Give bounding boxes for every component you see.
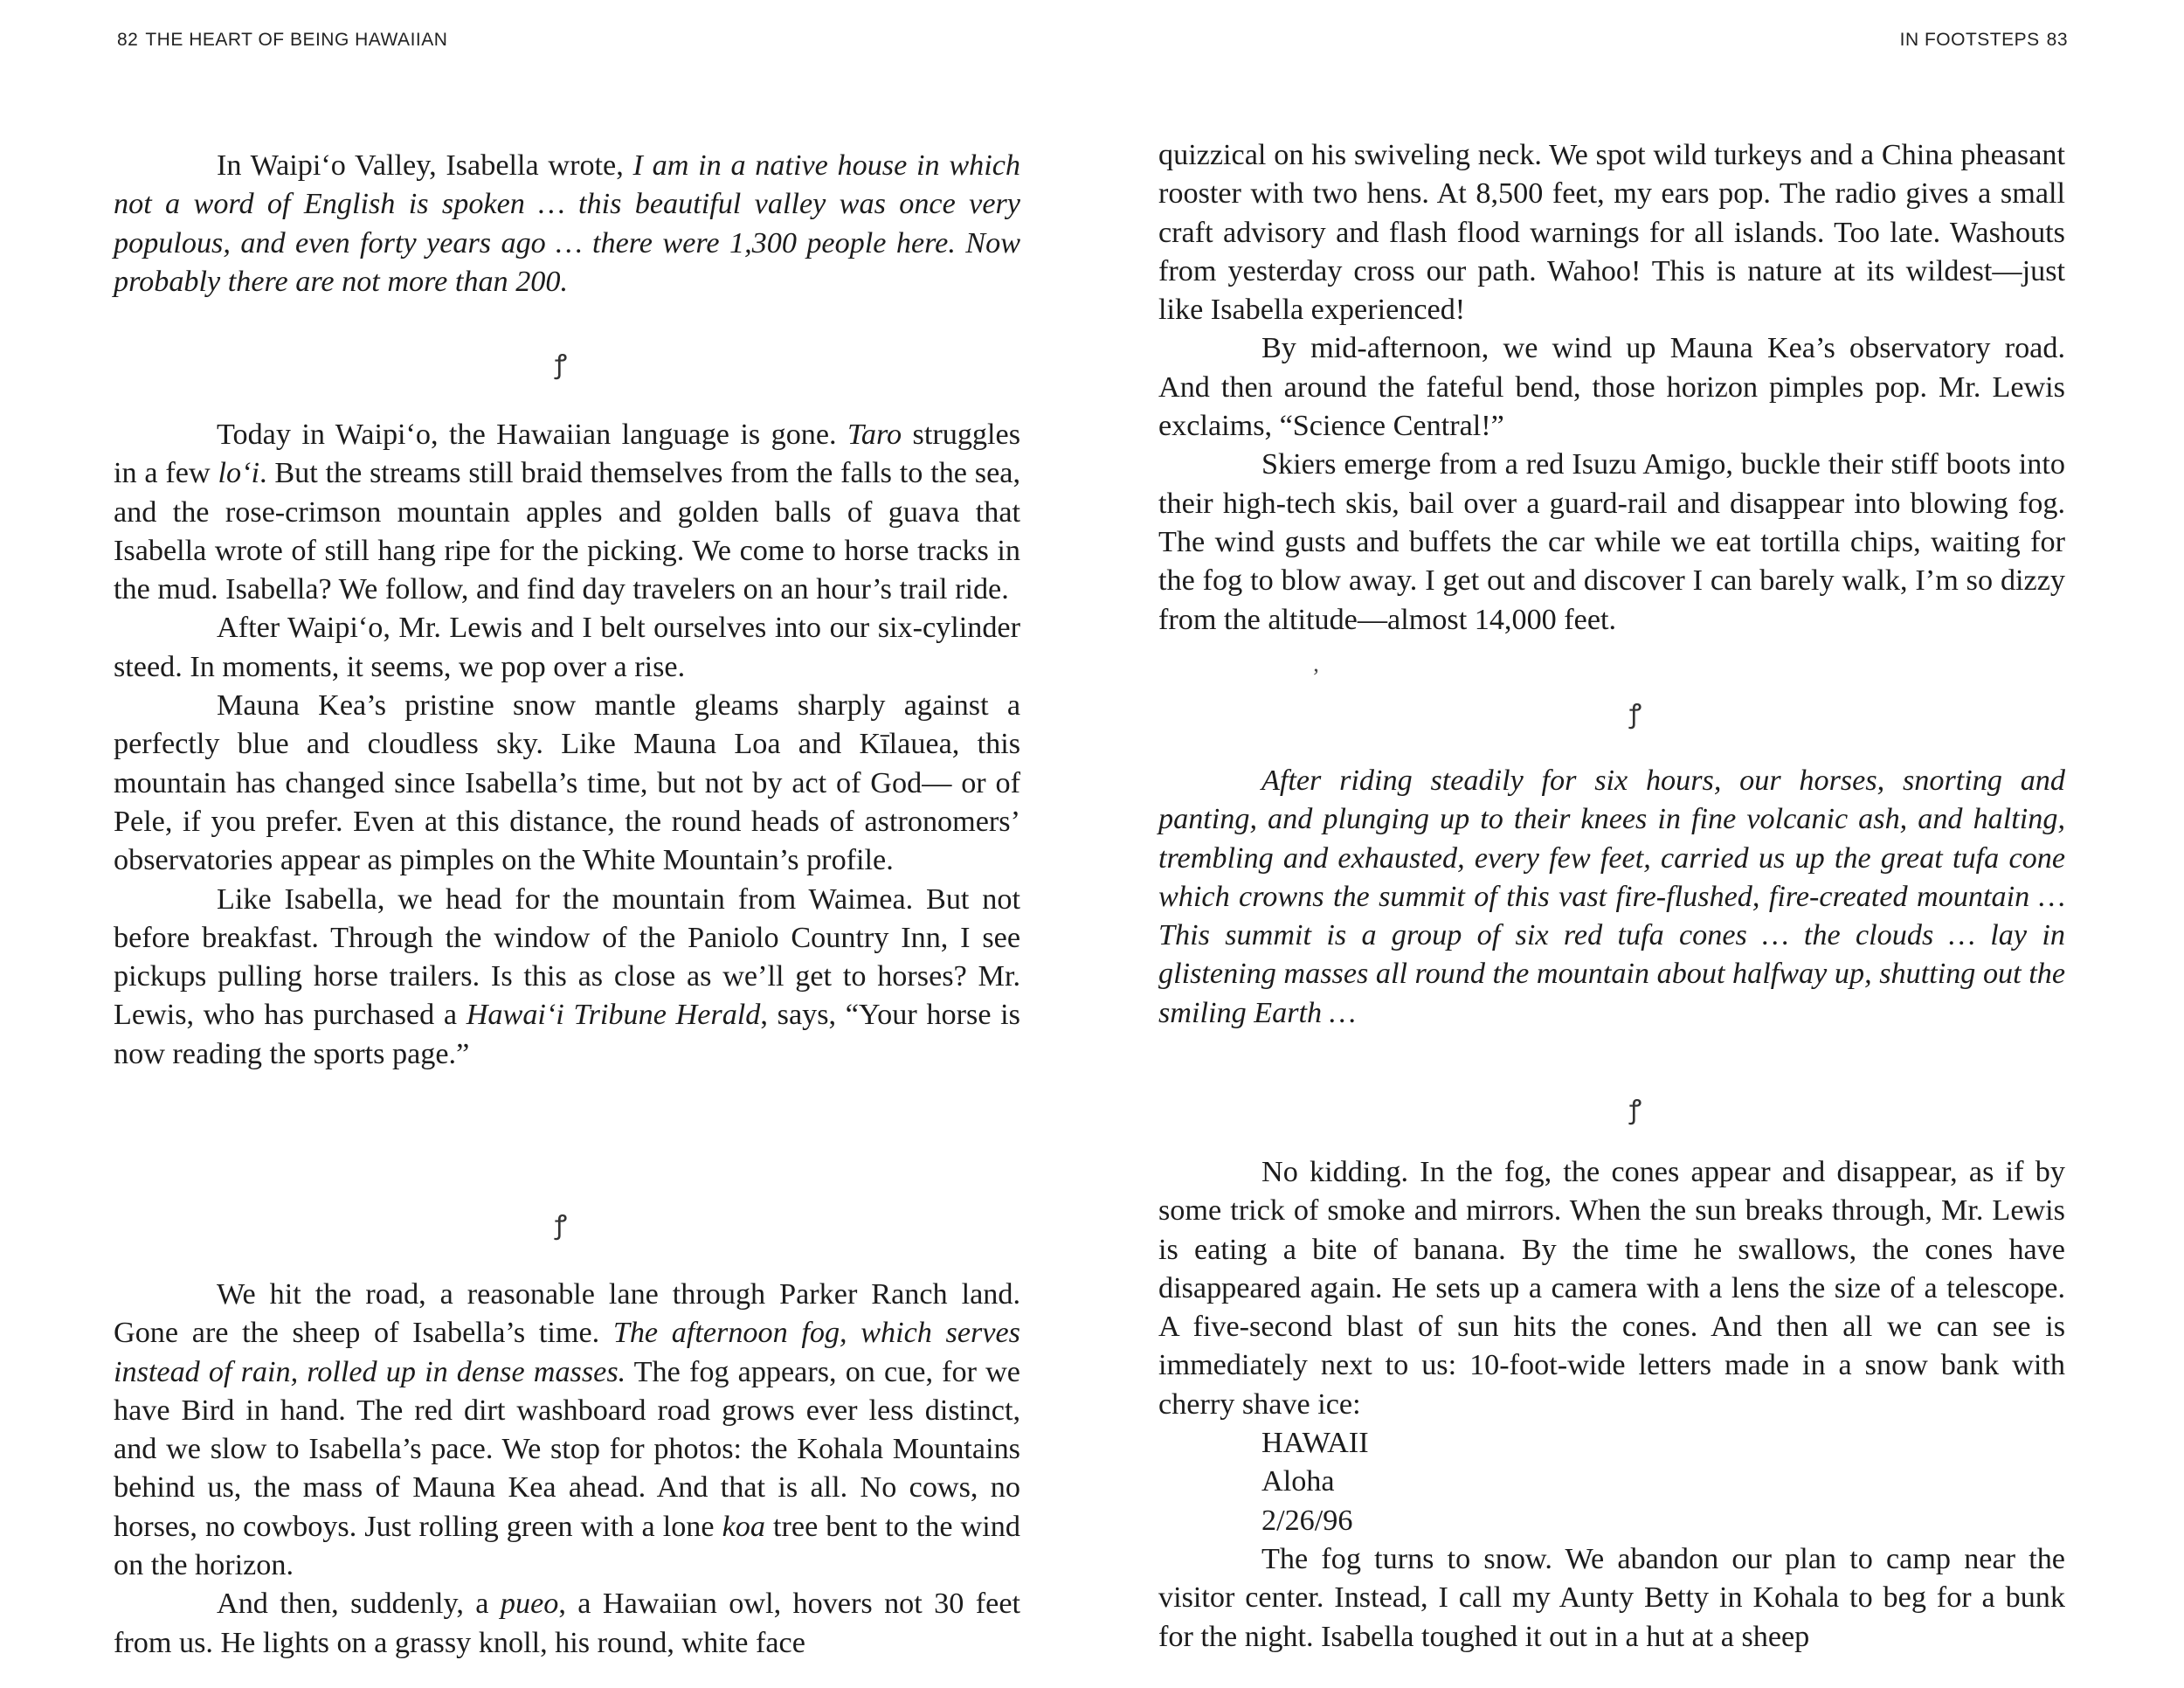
section-ornament: ꝭ [1628, 1096, 1642, 1124]
italic-word: Taro [847, 419, 902, 451]
running-head-title-right: IN FOOTSTEPS [1899, 30, 2040, 50]
paragraph-mauna-kea: Mauna Kea’s pristine snow mantle gleams sharply against a perfectly blue and cloudless sky. Like Mauna Loa and Kīlauea, this mountain has changed since Isabella’s time, but not by act of God— or of Pele, if you prefer. Even at this distance, the round heads of astronomers’ observatories appear as pimples on the White Mountain’s profile. [114, 689, 1020, 877]
print-speck: ʼ [1312, 664, 1320, 689]
text-run: The fog appears, on cue, for we have Bird in hand. The red dirt washboard road grows ever less distinct, and we slow to Isabella’s pace. We stop for photos: the Kohala Mountains behind us, the mass of Mauna Kea ahead. And that is all. No cows, no horses, no cowboys. Just rolling green with a lone [114, 1355, 1020, 1543]
text-run: struggles in a few [114, 419, 1021, 490]
paragraph-and-then [114, 1585, 1020, 1663]
text-run: Today in Waipi‘o, the Hawaiian language is gone. [217, 419, 848, 451]
paragraph-waipio-quote [114, 147, 1020, 301]
section-ornament: ꝭ [554, 1211, 568, 1240]
right-bottom-block [1158, 1153, 2065, 1657]
page-number-left: 82 [117, 30, 139, 50]
snow-line-hawaii: HAWAII [1261, 1427, 1369, 1460]
text-run: . But the streams still braid themselves from the falls to the sea, and the rose-crimson mountain apples and golden balls of guava that Isabella wrote of still hang ripe for the picking. We come to horse tracks in the mud. Isabella? We follow, and find day travelers on an hour’s trail ride. [114, 457, 1020, 606]
snow-letters [1158, 1424, 2065, 1540]
opening-quote-block [114, 147, 1020, 301]
text-run: And then, suddenly, a [217, 1588, 501, 1621]
text-run: tree bent to the wind on the horizon. [114, 1510, 1020, 1582]
page-number-right: 83 [2046, 30, 2068, 50]
running-head-left [117, 30, 447, 51]
text-run: , a Hawaiian owl, hovers not 30 feet from us. He lights on a grassy knoll, his round, white face [114, 1588, 1020, 1659]
italic-word: Hawai‘i Tribune Herald [466, 999, 761, 1032]
paragraph-today [114, 416, 1020, 609]
right-top-block [1158, 136, 2065, 640]
left-main-block [114, 416, 1020, 1074]
left-road-block [114, 1276, 1020, 1663]
quote-italic: I am in a native house in which not a word of English is spoken … this beautiful valley was once very populous, and even forty years ago … there were 1,300 people here. Now probably there are not more than 200. [114, 149, 1020, 298]
paragraph-no-kidding: No kidding. In the fog, the cones appear and disappear, as if by some trick of smoke and mirrors. When the sun breaks through, Mr. Lewis is eating a bite of banana. By the time he swallows, the cones have disappeared again. He sets up a camera with a lens the size of a telescope. A five-second blast of sun hits the cones. And then all we can see is immediately next to us: 10-foot-wide letters made in a snow bank with cherry shave ice: [1158, 1156, 2065, 1421]
quote-intro: In Waipi‘o Valley, Isabella wrote, [217, 149, 633, 182]
right-quote-block [1158, 762, 2065, 1033]
paragraph-hit-road [114, 1276, 1020, 1585]
snow-line-date: 2/26/96 [1261, 1504, 1353, 1537]
snow-line-aloha: Aloha [1261, 1465, 1335, 1498]
text-run: , says, “Your horse is now reading the sports page.” [114, 999, 1020, 1070]
paragraph-after-waipio: After Waipi‘o, Mr. Lewis and I belt ourselves into our six-cylinder steed. In moments, it seems, we pop over a rise. [114, 612, 1020, 683]
section-ornament: ꝭ [554, 350, 568, 379]
paragraph-fog-snow: The fog turns to snow. We abandon our plan to camp near the visitor center. Instead, I call my Aunty Betty in Kohala to beg for a bunk for the night. Isabella toughed it out in a hut at a sheep [1158, 1542, 2065, 1653]
text-run: We hit the road, a reasonable lane through Parker Ranch land. Gone are the sheep of Isabella’s time. [114, 1278, 1020, 1350]
paragraph-like-isabella [114, 881, 1020, 1074]
section-ornament: ꝭ [1628, 700, 1642, 729]
italic-phrase: The afternoon fog, which serves instead of rain, rolled up in dense masses. [114, 1317, 1020, 1388]
paragraph-skiers: Skiers emerge from a red Isuzu Amigo, buckle their stiff boots into their high-tech skis, bail over a guard-rail and disappear into blowing fog. The wind gusts and buffets the car while we eat tortilla chips, waiting for the fog to blow away. I get out and discover I can barely walk, I’m so dizzy from the altitude—almost 14,000 feet. [1158, 448, 2065, 636]
running-head-right [1900, 30, 2068, 51]
paragraph-riding-quote: After riding steadily for six hours, our horses, snorting and panting, and plunging up to their knees in fine volcanic ash, and halting, trembling and exhausted, every few feet, carried us up the great tufa cone which crowns the summit of this vast fire-flushed, fire-created mountain … This summit is a group of six red tufa cones … the clouds … lay in glistening masses all round the mountain about halfway up, shutting out the smiling Earth … [1158, 764, 2065, 1029]
italic-word: pueo [500, 1588, 559, 1621]
paragraph-continued: quizzical on his swiveling neck. We spot wild turkeys and a China pheasant rooster with two hens. At 8,500 feet, my ears pop. The radio gives a small craft advisory and flash flood warnings for all islands. Too late. Washouts from yesterday cross our path. Wahoo! This is nature at its wildest—just like Isabella experienced! [1158, 139, 2065, 327]
text-run: Like Isabella, we head for the mountain from Waimea. But not before breakfast. Through the window of the Paniolo Country Inn, I see pickups pulling horse trailers. Is this as close as we’ll get to horses? Mr. Lewis, who has purchased a [114, 882, 1020, 1032]
right-page [1092, 0, 2184, 1688]
italic-word: koa [722, 1510, 765, 1543]
paragraph-mid-afternoon: By mid-afternoon, we wind up Mauna Kea’s observatory road. And then around the fateful bend, those horizon pimples pop. Mr. Lewis exclaims, “Science Central!” [1158, 332, 2065, 443]
running-head-title-left: THE HEART OF BEING HAWAIIAN [145, 30, 448, 50]
italic-word: lo‘i [218, 457, 259, 490]
